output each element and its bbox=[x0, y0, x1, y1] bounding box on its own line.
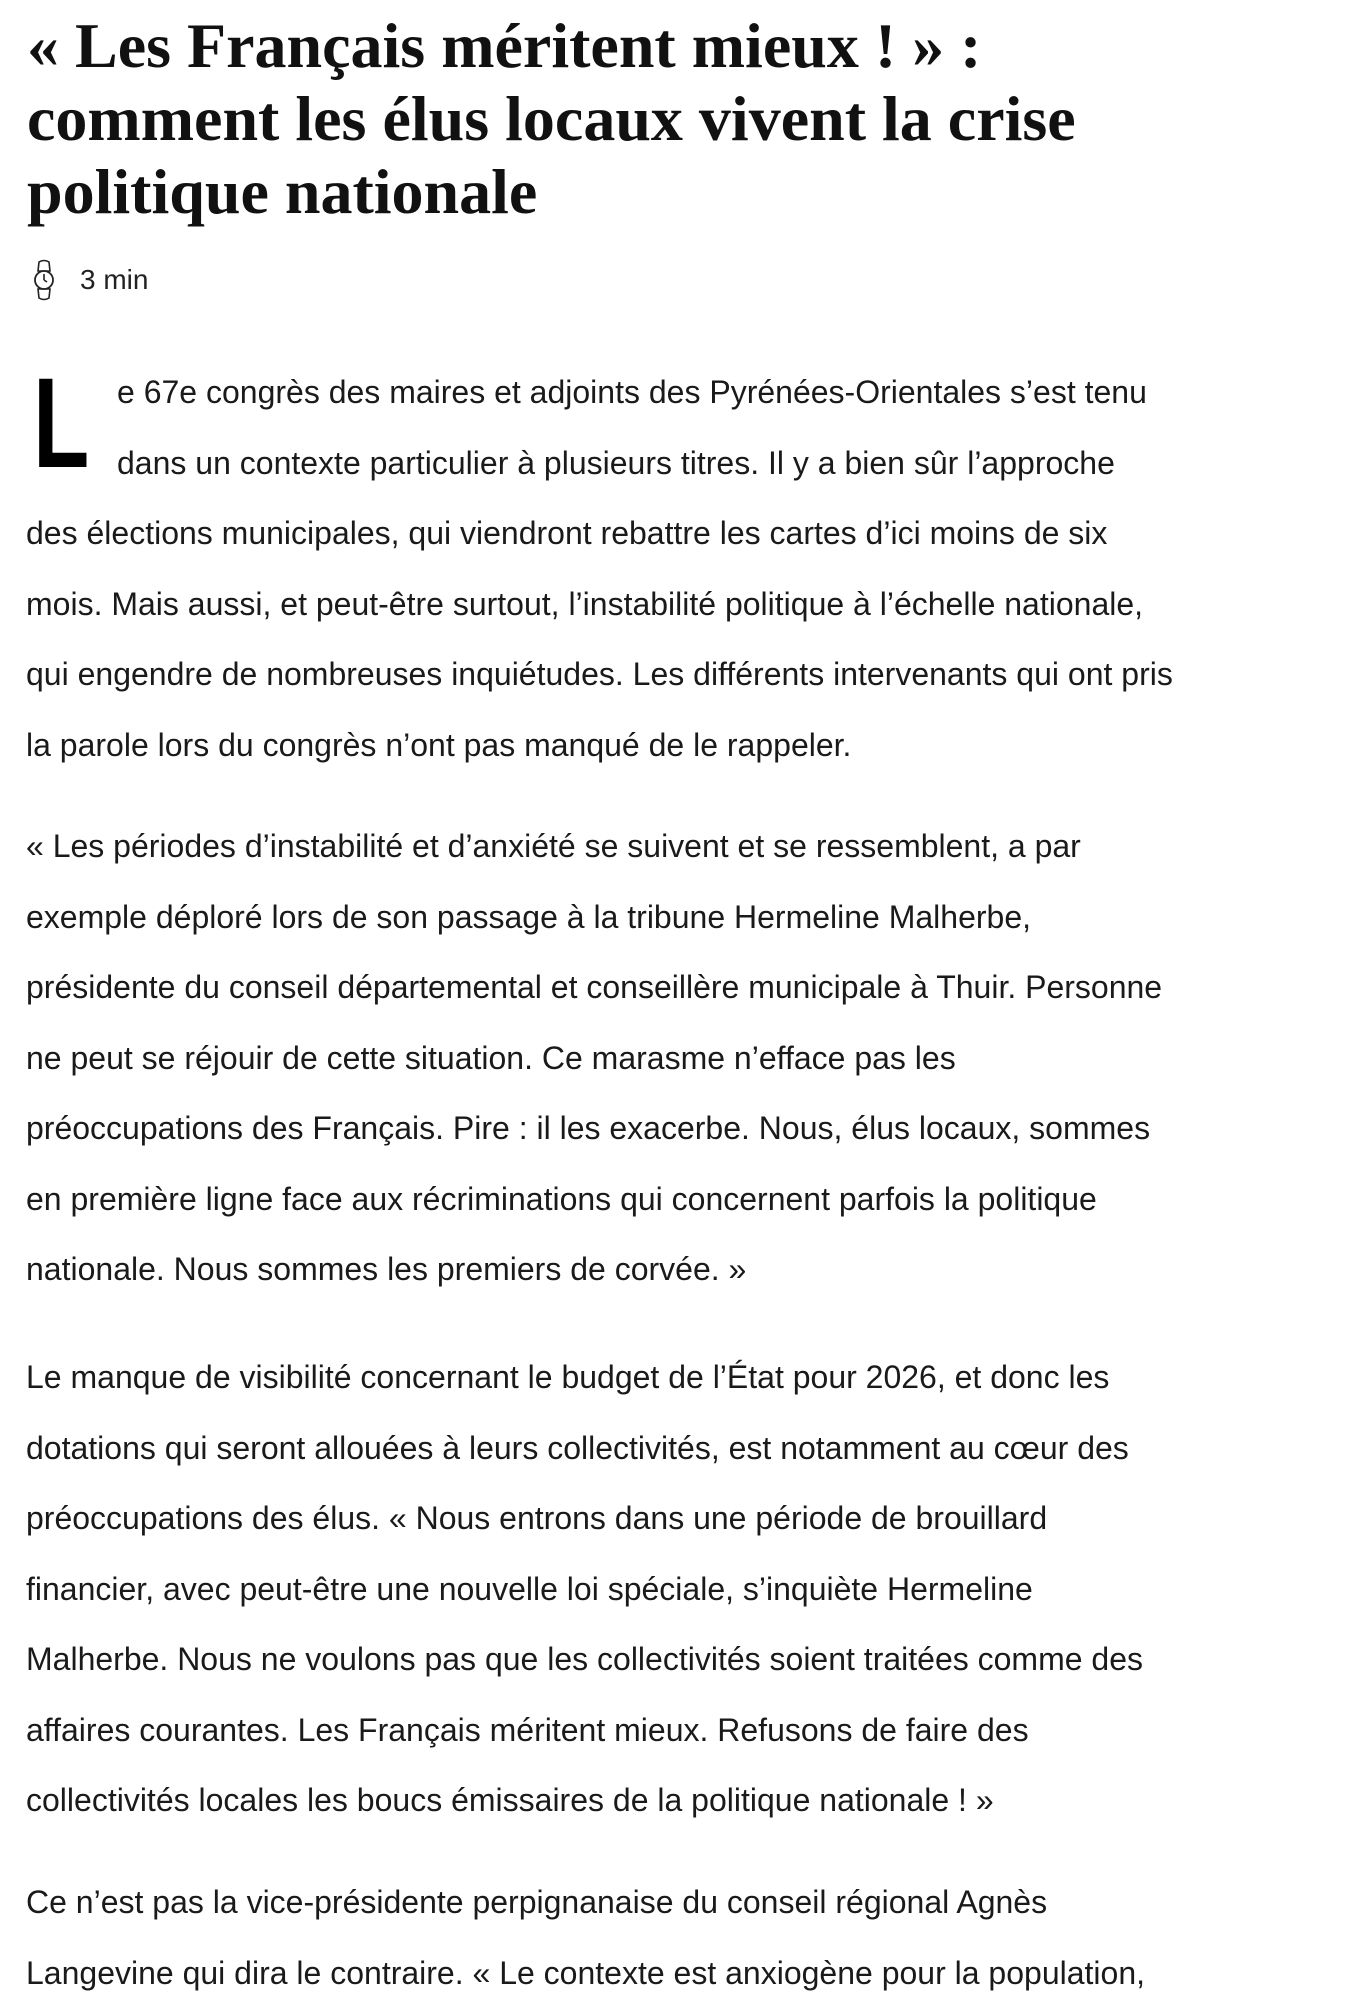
paragraph-line: en première ligne face aux récriminations qui concernent parfois la politique bbox=[26, 1180, 1097, 1217]
paragraph-line: collectivités locales les boucs émissaires de la politique nationale ! » bbox=[26, 1782, 994, 1818]
paragraph bbox=[26, 352, 1366, 780]
title-line: politique nationale bbox=[27, 156, 538, 227]
drop-cap: L bbox=[33, 352, 90, 495]
paragraph-line: Ce n’est pas la vice-présidente perpignanaise du conseil régional Agnès bbox=[26, 1884, 1048, 1920]
title-line: comment les élus locaux vivent la crise bbox=[27, 83, 1076, 154]
paragraph-line: mois. Mais aussi, et peut-être surtout, l’instabilité politique à l’échelle nationale, bbox=[26, 585, 1144, 622]
paragraph-line: nationale. Nous sommes les premiers de corvée. » bbox=[26, 1251, 747, 1287]
paragraph-line: e 67e congrès des maires et adjoints des Pyrénées-Orientales s’est tenu bbox=[117, 374, 1147, 410]
reading-time bbox=[33, 258, 148, 302]
paragraph-line: présidente du conseil départemental et conseillère municipale à Thuir. Personne bbox=[26, 969, 1163, 1005]
paragraph-line: Le manque de visibilité concernant le budget de l’État pour 2026, et donc les bbox=[26, 1359, 1110, 1395]
paragraph-line: préoccupations des élus. « Nous entrons dans une période de brouillard bbox=[26, 1500, 1048, 1536]
paragraph-line: des élections municipales, qui viendront rebattre les cartes d’ici moins de six bbox=[26, 515, 1108, 551]
paragraph bbox=[26, 811, 1366, 1305]
paragraph-line: affaires courantes. Les Français méritent mieux. Refusons de faire des bbox=[26, 1711, 1029, 1748]
paragraph-line: Malherbe. Nous ne voulons pas que les collectivités soient traitées comme des bbox=[26, 1641, 1144, 1677]
paragraph-line: ne peut se réjouir de cette situation. Ce marasme n’efface pas les bbox=[26, 1039, 956, 1076]
paragraph-line: la parole lors du congrès n’ont pas manqué de le rappeler. bbox=[26, 726, 852, 763]
paragraph bbox=[26, 1342, 1366, 1836]
title-line: « Les Français méritent mieux ! » : bbox=[27, 10, 982, 81]
reading-time-label: 3 min bbox=[80, 264, 149, 295]
paragraph-line: exemple déploré lors de son passage à la tribune Hermeline Malherbe, bbox=[26, 898, 1032, 935]
paragraph-line: préoccupations des Français. Pire : il les exacerbe. Nous, élus locaux, sommes bbox=[26, 1110, 1151, 1146]
paragraph bbox=[26, 1867, 1366, 2008]
paragraph-line: dotations qui seront allouées à leurs collectivités, est notamment au cœur des bbox=[26, 1429, 1129, 1466]
article-title bbox=[27, 9, 1357, 228]
paragraph-line: qui engendre de nombreuses inquiétudes. Les différents intervenants qui ont pris bbox=[26, 656, 1173, 692]
watch-icon bbox=[33, 259, 55, 301]
paragraph-line: « Les périodes d’instabilité et d’anxiété se suivent et se ressemblent, a par bbox=[26, 828, 1081, 864]
paragraph-line: dans un contexte particulier à plusieurs titres. Il y a bien sûr l’approche bbox=[117, 444, 1115, 481]
paragraph-line: financier, avec peut-être une nouvelle loi spéciale, s’inquiète Hermeline bbox=[26, 1570, 1033, 1607]
paragraph-line: Langevine qui dira le contraire. « Le contexte est anxiogène pour la population, bbox=[26, 1954, 1145, 1991]
